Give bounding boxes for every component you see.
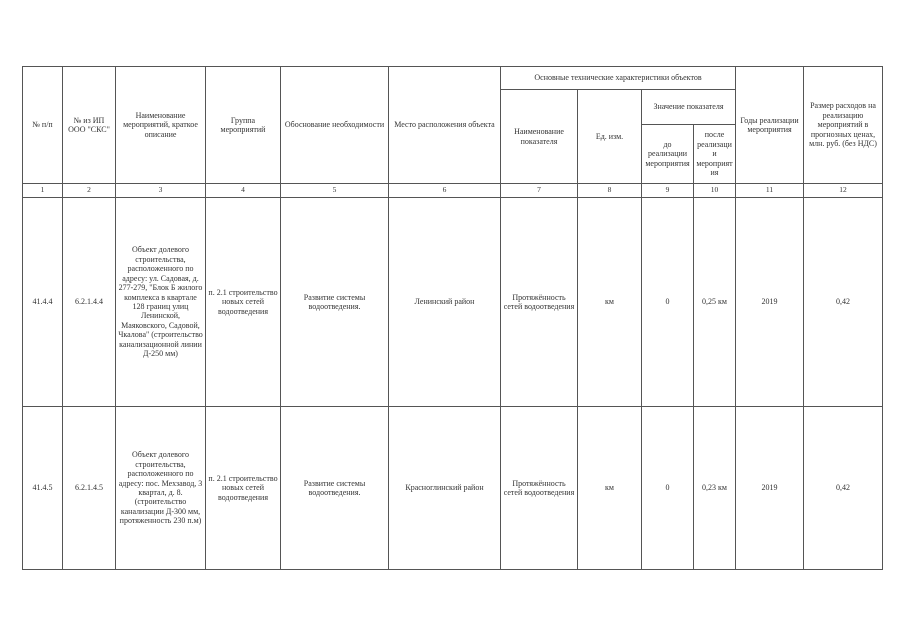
header-after: после реализации мероприятия — [694, 125, 736, 184]
cell-year: 2019 — [736, 198, 804, 407]
cell-place: Ленинский район — [389, 198, 501, 407]
col-number: 1 — [23, 184, 63, 198]
cell-unit: км — [578, 407, 642, 570]
cell-num: 41.4.5 — [23, 407, 63, 570]
header-tech-group: Основные технические характеристики объектов — [501, 67, 736, 90]
cell-year: 2019 — [736, 407, 804, 570]
header-place: Место расположения объекта — [389, 67, 501, 184]
cell-cost: 0,42 — [804, 198, 883, 407]
col-number: 9 — [642, 184, 694, 198]
cell-after: 0,25 км — [694, 198, 736, 407]
cell-ip: 6.2.1.4.4 — [63, 198, 116, 407]
cell-group: п. 2.1 строительство новых сетей водоотведения — [206, 407, 281, 570]
col-number: 6 — [389, 184, 501, 198]
cell-reason: Развитие системы водоотведения. — [281, 198, 389, 407]
table-row — [23, 198, 883, 407]
measures-table — [22, 66, 883, 570]
cell-before: 0 — [642, 407, 694, 570]
col-number: 2 — [63, 184, 116, 198]
cell-ip: 6.2.1.4.5 — [63, 407, 116, 570]
table-row — [23, 407, 883, 570]
cell-indicator: Протяжённость сетей водоотведения — [501, 407, 578, 570]
col-number: 5 — [281, 184, 389, 198]
column-number-row — [23, 184, 883, 198]
col-number: 4 — [206, 184, 281, 198]
cell-reason: Развитие системы водоотведения. — [281, 407, 389, 570]
col-number: 12 — [804, 184, 883, 198]
header-cost: Размер расходов на реализацию мероприятий в прогнозных ценах, млн. руб. (без НДС) — [804, 67, 883, 184]
cell-unit: км — [578, 198, 642, 407]
cell-indicator: Протяжённость сетей водоотведения — [501, 198, 578, 407]
col-number: 3 — [116, 184, 206, 198]
cell-group: п. 2.1 строительство новых сетей водоотведения — [206, 198, 281, 407]
header-row-1 — [23, 67, 883, 90]
header-group: Группа мероприятий — [206, 67, 281, 184]
header-value-group: Значение показателя — [642, 90, 736, 125]
cell-after: 0,23 км — [694, 407, 736, 570]
header-unit: Ед. изм. — [578, 90, 642, 184]
cell-before: 0 — [642, 198, 694, 407]
cell-name: Объект долевого строительства, расположенного по адресу: ул. Садовая, д. 277-279, "Блок Б жилого комплекса в квартале 128 границ улиц Ленинской, Маяковского, Садовой, Чкалова" (строительство канализационной линии Д-250 мм) — [116, 198, 206, 407]
cell-place: Красноглинский район — [389, 407, 501, 570]
cell-name: Объект долевого строительства, расположенного по адресу: пос. Мехзавод, 3 квартал, д. 8. (строительство канализации Д-300 мм, протяженность 230 п.м) — [116, 407, 206, 570]
header-before: до реализации мероприятия — [642, 125, 694, 184]
header-num: № п/п — [23, 67, 63, 184]
cell-cost: 0,42 — [804, 407, 883, 570]
header-years: Годы реализации мероприятия — [736, 67, 804, 184]
cell-num: 41.4.4 — [23, 198, 63, 407]
header-ip: № из ИП ООО "СКС" — [63, 67, 116, 184]
col-number: 8 — [578, 184, 642, 198]
col-number: 10 — [694, 184, 736, 198]
header-reason: Обоснование необходимости — [281, 67, 389, 184]
col-number: 7 — [501, 184, 578, 198]
header-indicator: Наименование показателя — [501, 90, 578, 184]
header-name: Наименование мероприятий, краткое описание — [116, 67, 206, 184]
col-number: 11 — [736, 184, 804, 198]
